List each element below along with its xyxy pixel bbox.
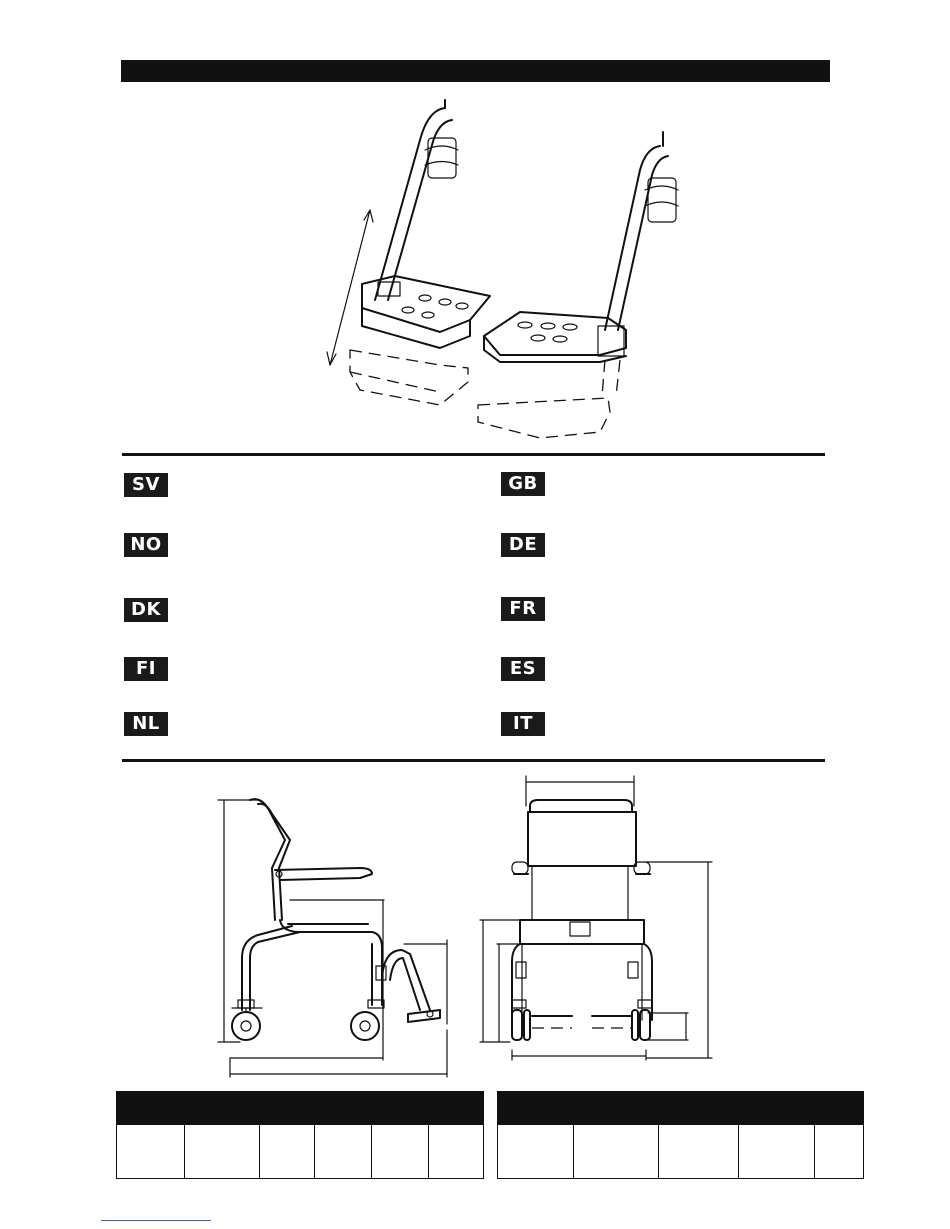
table-header-cell	[738, 1092, 815, 1125]
lang-badge-gb: GB	[501, 472, 545, 496]
table-header-cell	[117, 1092, 185, 1125]
lang-badge-fi: FI	[124, 657, 168, 681]
table-cell	[117, 1125, 185, 1179]
lang-badge-nl: NL	[124, 712, 168, 736]
table-header-cell	[428, 1092, 483, 1125]
lang-badge-de: DE	[501, 533, 545, 557]
table-cell	[738, 1125, 815, 1179]
table-header-cell	[185, 1092, 260, 1125]
lang-badge-sv: SV	[124, 473, 168, 497]
lang-badge-it: IT	[501, 712, 545, 736]
table-cell	[428, 1125, 483, 1179]
footer-link-underline[interactable]	[101, 1220, 211, 1221]
table-header-cell	[815, 1092, 864, 1125]
spec-table-right	[497, 1091, 864, 1179]
table-header-cell	[314, 1092, 371, 1125]
table-header-cell	[573, 1092, 659, 1125]
table-cell	[185, 1125, 260, 1179]
table-header-cell	[498, 1092, 574, 1125]
table-header-cell	[372, 1092, 428, 1125]
table-cell	[573, 1125, 659, 1179]
lang-badge-no: NO	[124, 533, 168, 557]
table-cell	[260, 1125, 314, 1179]
table-cell	[659, 1125, 739, 1179]
lang-badge-dk: DK	[124, 598, 168, 622]
lang-badge-es: ES	[501, 657, 545, 681]
table-header-cell	[659, 1092, 739, 1125]
table-cell	[314, 1125, 371, 1179]
table-cell	[815, 1125, 864, 1179]
table-cell	[498, 1125, 574, 1179]
lang-badge-fr: FR	[501, 597, 545, 621]
table-cell	[372, 1125, 428, 1179]
table-header-cell	[260, 1092, 314, 1125]
spec-table-left	[116, 1091, 484, 1179]
